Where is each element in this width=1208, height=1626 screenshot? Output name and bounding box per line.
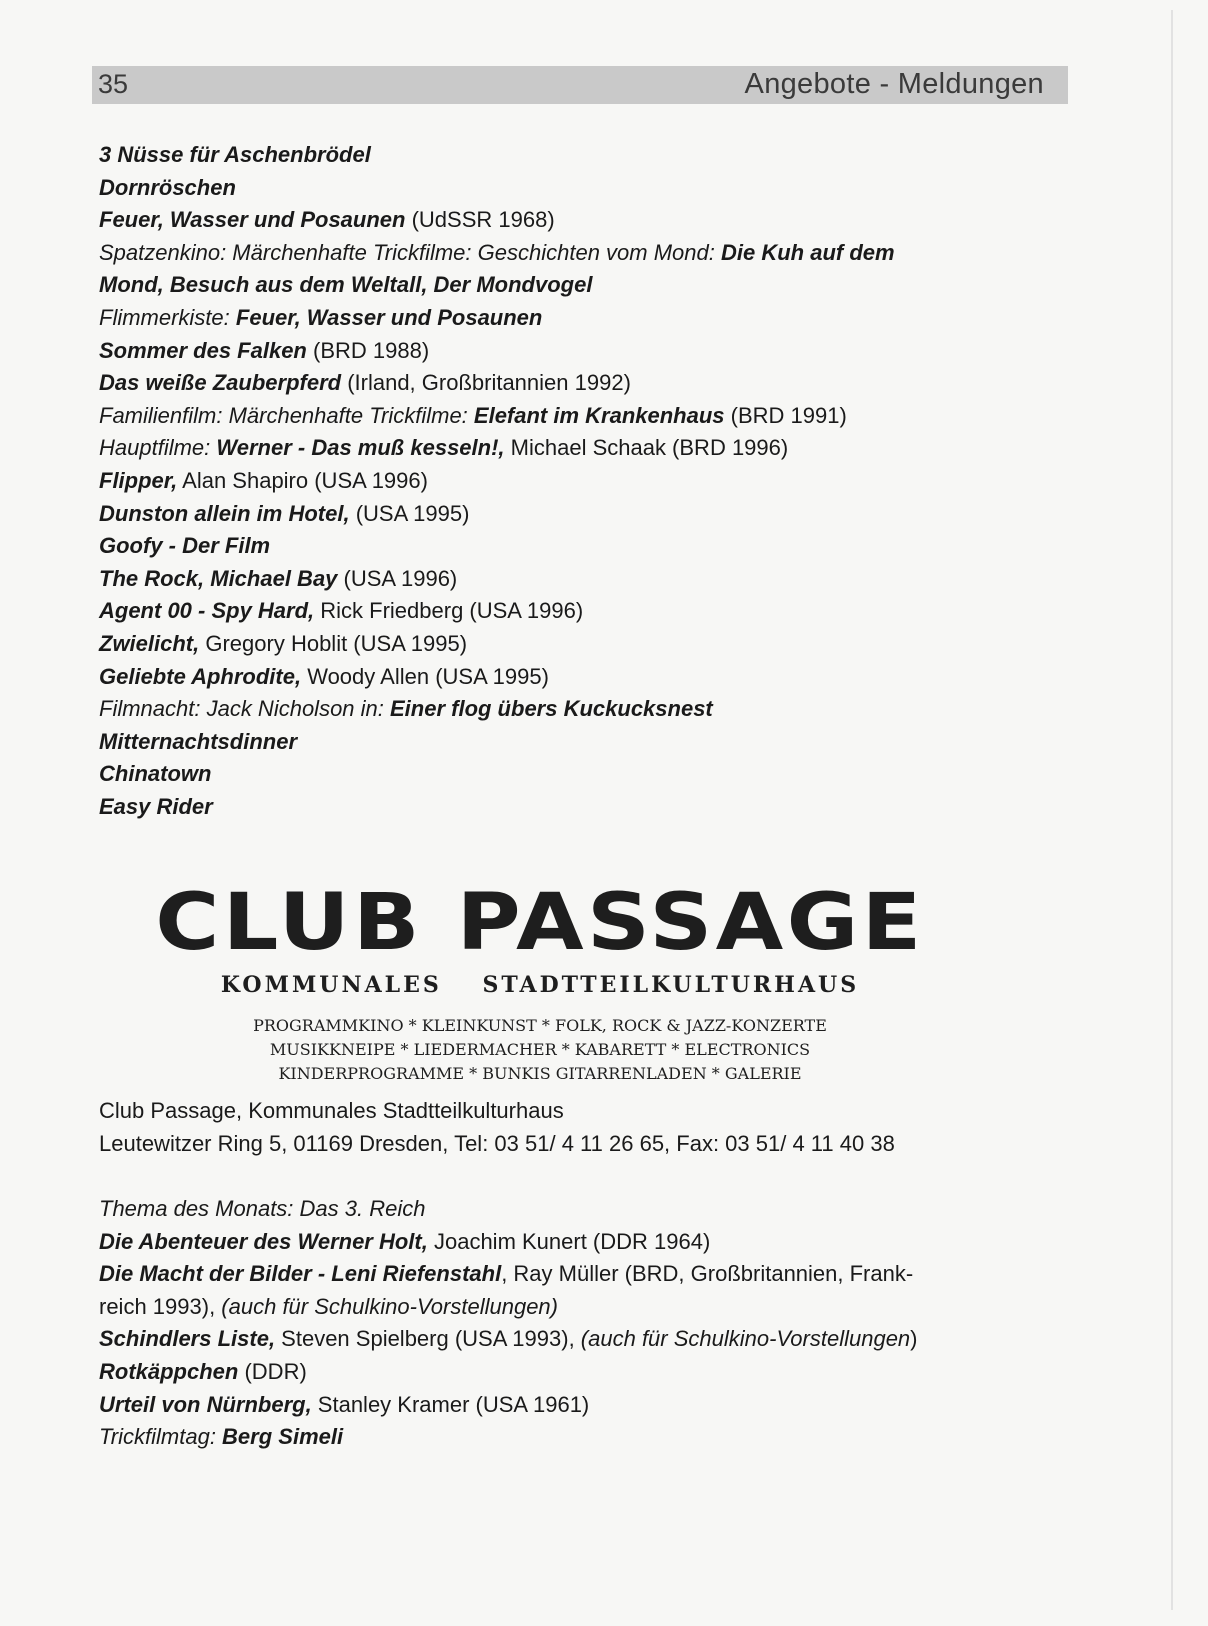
film-title: Flipper, (99, 467, 178, 493)
film-title: Goofy - Der Film (99, 533, 271, 559)
list-item (99, 1258, 1069, 1291)
film-title: Feuer, Wasser und Posaunen (99, 207, 406, 233)
film-title: Dunston allein im Hotel, (99, 500, 350, 526)
film-title: Die Macht der Bilder - Leni Riefenstahl (99, 1261, 502, 1287)
film-title: Die Kuh auf dem (720, 239, 895, 265)
list-item (99, 1356, 1069, 1389)
film-info: ) (910, 1326, 918, 1352)
list-item (99, 269, 1069, 302)
section-title: Angebote - Meldungen (744, 68, 1044, 100)
film-info: Michael Schaak (BRD 1996) (504, 435, 789, 461)
list-item (99, 530, 1069, 563)
film-title: Elefant im Krankenhaus (473, 402, 725, 428)
list-item (99, 758, 1069, 791)
list-item (99, 791, 1069, 824)
film-info: Rick Friedberg (USA 1996) (314, 598, 584, 624)
film-info: Hauptfilme: (99, 435, 217, 461)
film-info: (USA 1995) (349, 500, 470, 526)
list-item (99, 1193, 1069, 1226)
film-title: Einer flog übers Kuckucksnest (390, 696, 713, 722)
logo-title: CLUB PASSAGE (155, 878, 925, 968)
address-line: Club Passage, Kommunales Stadtteilkulturhaus (99, 1098, 564, 1123)
film-title: Die Abenteuer des Werner Holt, (99, 1228, 428, 1254)
logo-services-line: KINDERPROGRAMME * BUNKIS GITARRENLADEN * GALERIE (278, 1064, 802, 1083)
film-title: 3 Nüsse für Aschenbrödel (99, 142, 371, 167)
list-item (99, 693, 1069, 726)
list-item (99, 335, 1069, 368)
film-info: (USA 1996) (337, 565, 458, 591)
club-address (99, 1095, 1069, 1160)
film-title: Chinatown (99, 761, 212, 787)
list-item (99, 563, 1069, 596)
list-item (99, 432, 1069, 465)
film-info: Gregory Hoblit (USA 1995) (199, 630, 468, 656)
film-info: (BRD 1991) (724, 402, 847, 428)
list-item (99, 1389, 1069, 1422)
list-item (99, 661, 1069, 694)
film-title: Zwielicht, (99, 630, 200, 656)
film-info: Steven Spielberg (USA 1993), (275, 1326, 581, 1352)
list-item (99, 400, 1069, 433)
film-title: The Rock, Michael Bay (99, 565, 338, 591)
list-item (99, 204, 1069, 237)
film-title: Sommer des Falken (99, 337, 307, 363)
page-number: 35 (98, 69, 129, 99)
film-title: Agent 00 - Spy Hard, (99, 598, 315, 624)
film-info: , Ray Müller (BRD, Großbritannien, Frank- (501, 1261, 914, 1287)
list-item (99, 726, 1069, 759)
logo-services (190, 1014, 890, 1086)
list-item (99, 367, 1069, 400)
film-info: (auch für Schulkino-Vorstellungen) (221, 1293, 558, 1319)
list-item (99, 172, 1069, 205)
film-info: Familienfilm: Märchenhafte Trickfilme: (99, 402, 474, 428)
film-list-lower (99, 1193, 1069, 1454)
film-info: (DDR) (238, 1358, 307, 1384)
list-item (99, 1323, 1069, 1356)
logo-services-line: PROGRAMMKINO * KLEINKUNST * FOLK, ROCK & JAZZ-KONZERTE (253, 1016, 827, 1035)
film-info: Stanley Kramer (USA 1961) (311, 1391, 590, 1417)
film-title: Geliebte Aphrodite, (99, 663, 302, 689)
film-info: Alan Shapiro (USA 1996) (177, 467, 428, 493)
film-info: Flimmerkiste: (99, 304, 236, 330)
film-info: Filmnacht: Jack Nicholson in: (99, 696, 390, 722)
address-line: Leutewitzer Ring 5, 01169 Dresden, Tel: 03 51/ 4 11 26 65, Fax: 03 51/ 4 11 40 38 (99, 1130, 895, 1156)
film-info: (BRD 1988) (306, 337, 430, 363)
film-info: Woody Allen (USA 1995) (301, 663, 549, 689)
list-item (99, 302, 1069, 335)
film-list-upper (99, 139, 1069, 823)
logo-services-line: MUSIKKNEIPE * LIEDERMACHER * KABARETT * ELECTRONICS (269, 1040, 811, 1059)
list-item (99, 1226, 1069, 1259)
film-title: Werner - Das muß kesseln!, (216, 435, 505, 461)
club-passage-logo (155, 878, 925, 1100)
film-info: reich 1993), (99, 1293, 222, 1319)
film-info: Spatzenkino: Märchenhafte Trickfilme: Geschichten vom Mond: (99, 239, 721, 265)
page-edge-line (1171, 10, 1173, 1610)
film-title: Schindlers Liste, (99, 1326, 276, 1352)
list-item (99, 1421, 1069, 1454)
logo-subtitle: KOMMUNALES STADTTEILKULTURHAUS (220, 972, 860, 998)
film-info: Joachim Kunert (DDR 1964) (427, 1228, 711, 1254)
film-info: Thema des Monats: Das 3. Reich (99, 1196, 426, 1221)
film-info: (UdSSR 1968) (405, 207, 555, 233)
list-item (99, 1291, 1069, 1324)
film-title: Easy Rider (99, 793, 213, 819)
film-info: (auch für Schulkino-Vorstellungen (580, 1326, 911, 1352)
film-title: Das weiße Zauberpferd (99, 370, 342, 396)
list-item (99, 465, 1069, 498)
film-title: Urteil von Nürnberg, (99, 1391, 312, 1417)
film-title: Berg Simeli (222, 1424, 344, 1450)
film-info: Trickfilmtag: (99, 1424, 223, 1450)
film-info: (Irland, Großbritannien 1992) (341, 370, 631, 396)
header-bar (92, 66, 1068, 104)
film-title: Feuer, Wasser und Posaunen (235, 304, 543, 330)
film-title: Mitternachtsdinner (99, 728, 298, 754)
list-item (99, 139, 1069, 172)
list-item (99, 628, 1069, 661)
film-title: Dornröschen (99, 174, 236, 200)
list-item (99, 595, 1069, 628)
film-title: Rotkäppchen (99, 1358, 239, 1384)
list-item (99, 237, 1069, 270)
list-item (99, 498, 1069, 531)
film-title: Mond, Besuch aus dem Weltall, Der Mondvogel (99, 272, 593, 298)
